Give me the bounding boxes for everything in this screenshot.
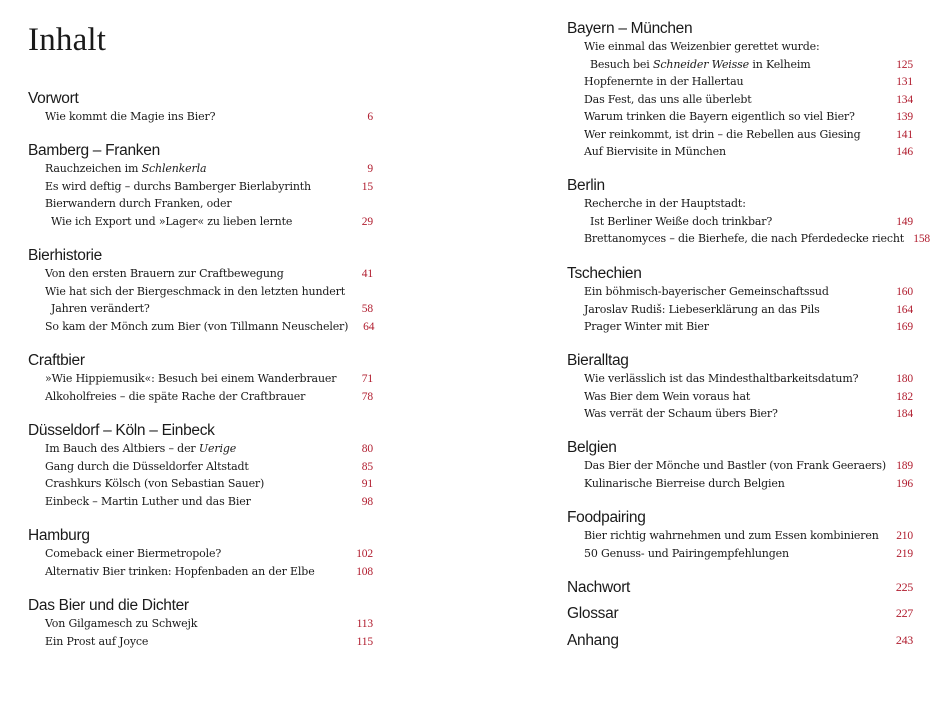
toc-entry[interactable]	[28, 370, 373, 388]
toc-entry[interactable]	[28, 563, 373, 581]
entry-title	[584, 370, 858, 388]
toc-entry[interactable]	[28, 318, 373, 336]
toc-entry[interactable]	[567, 38, 913, 56]
entry-title	[584, 230, 904, 248]
entry-title	[584, 143, 726, 161]
entry-text: Bierwandern durch Franken, oder	[45, 197, 232, 210]
entry-title	[584, 108, 855, 126]
entry-title	[584, 126, 861, 144]
entry-list	[567, 195, 931, 248]
entry-title	[45, 493, 251, 511]
entry-title	[45, 160, 206, 178]
entry-text: Es wird deftig – durchs Bamberger Bierlabyrinth	[45, 179, 311, 193]
entry-title	[45, 388, 305, 406]
entry-title	[51, 300, 150, 318]
toc-entry[interactable]	[28, 213, 373, 231]
entry-text: Warum trinken die Bayern eigentlich so viel Bier?	[584, 110, 855, 123]
entry-text: Das Bier der Mönche und Bastler (von Frank Geeraers)	[584, 459, 887, 472]
page-number: 243	[895, 633, 913, 647]
toc-entry[interactable]	[567, 56, 913, 74]
toc-entry[interactable]	[567, 301, 913, 319]
entry-title	[45, 318, 348, 336]
toc-section-nachwort	[567, 578, 913, 597]
entry-list	[567, 527, 913, 562]
toc-entry[interactable]	[28, 493, 373, 511]
entry-list	[28, 370, 373, 405]
entry-text: Gang durch die Düsseldorfer Altstadt	[45, 459, 249, 473]
section-heading	[567, 604, 913, 623]
section-heading	[28, 141, 373, 160]
page-number: 131	[896, 76, 913, 88]
toc-entry[interactable]	[28, 440, 373, 458]
entry-list	[567, 457, 913, 492]
section-heading	[28, 246, 373, 265]
section-heading-text: Bierhistorie	[28, 247, 102, 264]
entry-title	[584, 38, 820, 56]
entry-title	[584, 301, 820, 319]
entry-list	[28, 160, 373, 230]
entry-text: Wer reinkommt, ist drin – die Rebellen aus Giesing	[584, 127, 861, 141]
page-number: 85	[361, 460, 373, 473]
entry-title	[584, 318, 709, 336]
entry-text: Comeback einer Biermetropole?	[45, 547, 222, 560]
page-number: 15	[361, 180, 373, 193]
toc-entry[interactable]	[567, 73, 913, 91]
page-number: 64	[363, 320, 375, 333]
page-number: 58	[361, 303, 373, 315]
entry-text: Im Bauch des Altbiers – der	[45, 442, 199, 455]
page-number: 91	[361, 478, 373, 490]
page-number: 98	[361, 495, 373, 508]
page-number: 6	[367, 111, 373, 123]
section-heading	[28, 526, 373, 545]
entry-text: Kulinarische Bierreise durch Belgien	[584, 476, 785, 490]
page-number: 9	[367, 163, 373, 175]
entry-list	[28, 265, 373, 335]
section-heading-text: Das Bier und die Dichter	[28, 597, 189, 614]
toc-section-belgien	[567, 438, 913, 492]
section-heading	[567, 19, 913, 38]
entry-text: Auf Biervisite in München	[584, 145, 726, 158]
toc-section-das-bier-und-die-dichter	[28, 596, 373, 650]
toc-section-bayern-munchen	[567, 19, 913, 161]
section-heading	[567, 508, 913, 527]
entry-title	[45, 370, 336, 388]
entry-text: Crashkurs Kölsch (von Sebastian Sauer)	[45, 477, 265, 490]
toc-entry[interactable]	[567, 143, 913, 161]
entry-title	[45, 195, 232, 213]
section-heading-text: Bieralltag	[567, 352, 629, 369]
entry-title	[45, 265, 284, 283]
entry-text: Jaroslav Rudiš: Liebeserklärung an das Pils	[584, 302, 820, 316]
entry-text: Ein böhmisch-bayerischer Gemeinschaftssud	[584, 285, 829, 298]
entry-title	[45, 440, 236, 458]
toc-entry[interactable]	[28, 283, 373, 301]
entry-list	[28, 615, 373, 650]
entry-title	[45, 615, 197, 633]
entry-list	[28, 108, 373, 126]
entry-list	[567, 38, 913, 161]
toc-entry[interactable]	[567, 545, 913, 563]
toc-section-craftbier	[28, 351, 373, 405]
section-heading	[28, 89, 373, 108]
section-heading	[567, 631, 913, 650]
section-heading-text: Vorwort	[28, 90, 79, 107]
page-number: 196	[896, 477, 913, 490]
page-title: Inhalt	[28, 22, 107, 58]
section-heading-text: Bayern – München	[567, 20, 693, 37]
entry-text-after: in Kelheim	[749, 57, 811, 71]
page-number: 210	[896, 530, 913, 542]
entry-title	[584, 195, 746, 213]
entry-title	[584, 388, 750, 406]
entry-title	[51, 213, 292, 231]
entry-text: Recherche in der Hauptstadt:	[584, 197, 746, 210]
page-number: 108	[356, 565, 373, 578]
section-heading	[567, 578, 913, 597]
page-number: 146	[896, 146, 913, 158]
entry-italic-text: Schlenkerla	[141, 162, 207, 175]
entry-list	[567, 370, 913, 423]
toc-section-berlin	[567, 176, 931, 248]
page-number: 184	[896, 408, 913, 420]
entry-text: Wie verlässlich ist das Mindesthaltbarkeitsdatum?	[584, 372, 859, 385]
toc-entry[interactable]	[28, 300, 373, 318]
section-heading-text: Berlin	[567, 177, 605, 194]
toc-entry[interactable]	[567, 283, 913, 301]
toc-entry[interactable]	[28, 108, 373, 126]
entry-title	[584, 73, 743, 91]
entry-title	[584, 545, 789, 563]
entry-title	[590, 56, 810, 74]
entry-title	[584, 457, 886, 475]
page-number: 158	[913, 233, 931, 245]
entry-list	[567, 283, 913, 336]
page-number: 139	[896, 111, 913, 123]
page-number: 189	[896, 460, 913, 472]
toc-section-dusseldorf-koln-einbeck	[28, 421, 373, 510]
entry-title	[584, 283, 829, 301]
section-heading	[567, 176, 913, 195]
section-heading-text: Anhang	[567, 632, 619, 649]
entry-title	[584, 405, 778, 423]
toc-section-glossar	[567, 604, 913, 623]
toc-section-anhang	[567, 631, 913, 650]
page-number: 78	[361, 390, 373, 403]
toc-entry[interactable]	[567, 126, 913, 144]
entry-text: Von Gilgamesch zu Schwejk	[45, 617, 198, 630]
page-number: 134	[896, 93, 913, 106]
page-number: 115	[356, 635, 373, 648]
toc-entry[interactable]	[567, 370, 913, 388]
entry-text: Hopfenernte in der Hallertau	[584, 75, 744, 88]
section-heading-text: Tschechien	[567, 265, 642, 282]
toc-entry[interactable]	[567, 527, 913, 545]
toc-entry[interactable]	[567, 405, 913, 423]
entry-text: Prager Winter mit Bier	[584, 320, 709, 333]
toc-section-vorwort	[28, 89, 373, 126]
section-heading-text: Düsseldorf – Köln – Einbeck	[28, 422, 215, 439]
entry-title	[45, 178, 311, 196]
entry-text: Besuch bei	[590, 57, 653, 71]
entry-text: Brettanomyces – die Bierhefe, die nach Pferdedecke riecht	[584, 232, 905, 245]
entry-text: Rauchzeichen im	[45, 162, 142, 175]
entry-title	[590, 213, 772, 231]
toc-section-foodpairing	[567, 508, 913, 562]
toc-entry[interactable]	[567, 91, 913, 109]
toc-entry[interactable]	[28, 475, 373, 493]
toc-section-hamburg	[28, 526, 373, 580]
page-number: 102	[356, 548, 373, 560]
page-number: 219	[896, 547, 913, 560]
toc-section-bierhistorie	[28, 246, 373, 335]
entry-text: Bier richtig wahrnehmen und zum Essen kombinieren	[584, 529, 879, 542]
entry-title	[45, 563, 315, 581]
entry-text: Einbeck – Martin Luther und das Bier	[45, 494, 251, 508]
toc-entry[interactable]	[567, 195, 913, 213]
toc-entry[interactable]	[567, 475, 913, 493]
entry-text: Ist Berliner Weiße doch trinkbar?	[590, 214, 773, 228]
section-heading-text: Bamberg – Franken	[28, 142, 160, 159]
page-number: 125	[896, 58, 913, 71]
section-heading	[567, 264, 913, 283]
section-heading-text: Craftbier	[28, 352, 85, 369]
toc-entry[interactable]	[28, 160, 373, 178]
toc-entry[interactable]	[28, 265, 373, 283]
section-heading-text: Nachwort	[567, 579, 631, 596]
toc-entry[interactable]	[567, 457, 913, 475]
section-heading	[28, 421, 373, 440]
toc-entry[interactable]	[567, 318, 913, 336]
toc-entry[interactable]	[28, 458, 373, 476]
page-number: 169	[896, 321, 913, 333]
toc-section-bamberg-franken	[28, 141, 373, 230]
entry-text: Alternativ Bier trinken: Hopfenbaden an der Elbe	[45, 564, 315, 578]
page-number: 225	[895, 580, 913, 594]
entry-title	[45, 108, 215, 126]
toc-entry[interactable]	[567, 230, 931, 248]
toc-entry[interactable]	[28, 545, 373, 563]
entry-text: Wie hat sich der Biergeschmack in den letzten hundert	[45, 284, 346, 298]
section-heading	[28, 596, 373, 615]
entry-title	[45, 545, 221, 563]
toc-entry[interactable]	[28, 615, 373, 633]
toc-section-bieralltag	[567, 351, 913, 423]
page-number: 80	[361, 443, 373, 455]
section-heading	[567, 351, 913, 370]
toc-entry[interactable]	[567, 388, 913, 406]
entry-text: Was Bier dem Wein voraus hat	[584, 389, 751, 403]
entry-text: So kam der Mönch zum Bier (von Tillmann Neuscheler)	[45, 319, 349, 333]
entry-text: Das Fest, das uns alle überlebt	[584, 92, 752, 106]
section-heading-text: Belgien	[567, 439, 617, 456]
entry-text: Wie ich Export und »Lager« zu lieben lernte	[51, 214, 293, 228]
entry-text: Von den ersten Brauern zur Craftbewegung	[45, 267, 284, 280]
page-number: 29	[361, 215, 373, 228]
toc-entry[interactable]	[567, 108, 913, 126]
toc-entry[interactable]	[28, 195, 373, 213]
entry-text: Jahren verändert?	[51, 302, 150, 315]
entry-text: Alkoholfreies – die späte Rache der Craftbrauer	[45, 389, 306, 403]
page-number: 164	[896, 303, 913, 316]
entry-title	[584, 475, 785, 493]
entry-text: Wie einmal das Weizenbier gerettet wurde:	[584, 40, 820, 53]
section-heading	[28, 351, 373, 370]
page-number: 149	[896, 215, 913, 228]
entry-title	[45, 633, 148, 651]
entry-italic-text: Uerige	[198, 442, 237, 455]
toc-entry[interactable]	[28, 178, 373, 196]
section-heading-text: Glossar	[567, 605, 619, 622]
entry-text: Wie kommt die Magie ins Bier?	[45, 110, 216, 123]
entry-text: Ein Prost auf Joyce	[45, 634, 149, 648]
entry-title	[584, 527, 879, 545]
toc-section-tschechien	[567, 264, 913, 336]
entry-title	[45, 475, 264, 493]
entry-title	[584, 91, 752, 109]
page-number: 180	[896, 373, 913, 385]
entry-text: 50 Genuss- und Pairingempfehlungen	[584, 546, 789, 560]
toc-entry[interactable]	[567, 213, 913, 231]
toc-entry[interactable]	[28, 633, 373, 651]
page-number: 160	[896, 286, 913, 298]
page-number: 141	[896, 128, 913, 141]
page-number: 227	[895, 606, 913, 620]
section-heading-text: Foodpairing	[567, 509, 646, 526]
section-heading	[567, 438, 913, 457]
page-number: 41	[361, 268, 373, 280]
entry-italic-text: Schneider Weisse	[652, 57, 750, 71]
page-number: 182	[896, 390, 913, 403]
entry-title	[45, 283, 345, 301]
entry-text: »Wie Hippiemusik«: Besuch bei einem Wanderbrauer	[45, 372, 337, 385]
section-heading-text: Hamburg	[28, 527, 90, 544]
entry-text: Was verrät der Schaum übers Bier?	[584, 407, 778, 420]
entry-title	[45, 458, 249, 476]
entry-list	[28, 440, 373, 510]
toc-entry[interactable]	[28, 388, 373, 406]
entry-list	[28, 545, 373, 580]
page-number: 113	[356, 618, 373, 630]
page-number: 71	[361, 373, 373, 385]
